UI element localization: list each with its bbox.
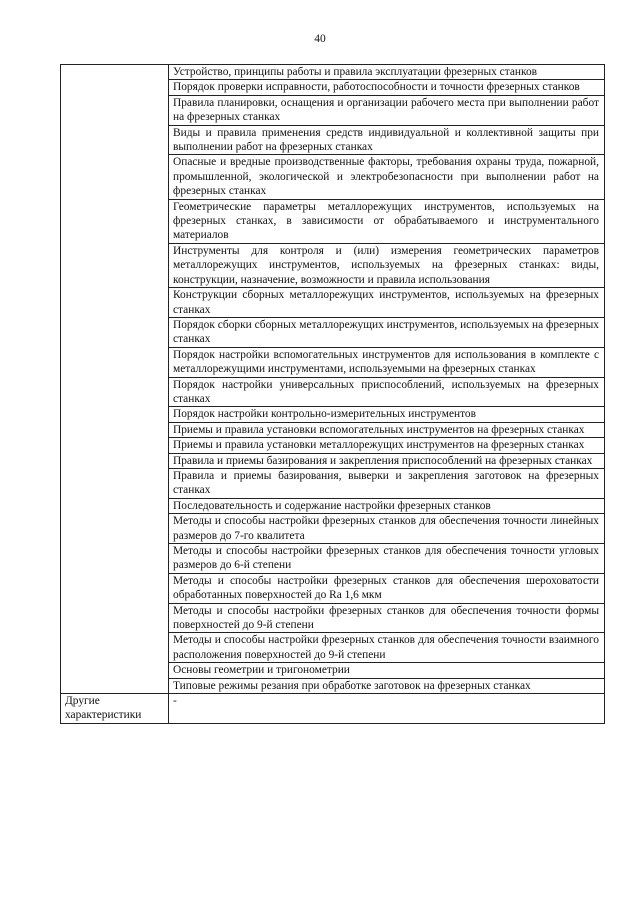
knowledge-item: Инструменты для контроля и (или) измерения геометрических параметров металлорежущих инструментов, используемых на фрезерных станках: виды, конструкции, назначение, возможности и правила использования <box>169 243 605 287</box>
knowledge-item: Правила и приемы базирования, выверки и закрепления заготовок на фрезерных станках <box>169 468 605 498</box>
knowledge-item: Методы и способы настройки фрезерных станков для обеспечения точности линейных размеров до 7-го квалитета <box>169 514 605 544</box>
table-row-other <box>61 694 605 724</box>
knowledge-item: Последовательность и содержание настройки фрезерных станков <box>169 498 605 513</box>
knowledge-item: Основы геометрии и тригонометрии <box>169 663 605 678</box>
table-row <box>61 65 605 80</box>
knowledge-label-cell <box>61 65 169 694</box>
knowledge-item: Порядок проверки исправности, работоспособности и точности фрезерных станков <box>169 80 605 95</box>
knowledge-item: Порядок настройки универсальных приспособлений, используемых на фрезерных станках <box>169 377 605 407</box>
knowledge-item: Приемы и правила установки металлорежущих инструментов на фрезерных станках <box>169 438 605 453</box>
knowledge-item: Порядок настройки вспомогательных инструментов для использования в комплекте с металлорежущими инструментами, используемыми на фрезерных станках <box>169 347 605 377</box>
requirements-table <box>60 64 605 724</box>
knowledge-item: Правила и приемы базирования и закрепления приспособлений на фрезерных станках <box>169 453 605 468</box>
knowledge-item: Конструкции сборных металлорежущих инструментов, используемых на фрезерных станках <box>169 288 605 318</box>
knowledge-item: Виды и правила применения средств индивидуальной и коллективной защиты при выполнении работ на фрезерных станках <box>169 125 605 155</box>
knowledge-item: Порядок сборки сборных металлорежущих инструментов, используемых на фрезерных станках <box>169 317 605 347</box>
knowledge-item: Методы и способы настройки фрезерных станков для обеспечения точности формы поверхностей до 9-й степени <box>169 603 605 633</box>
knowledge-item: Устройство, принципы работы и правила эксплуатации фрезерных станков <box>169 65 605 80</box>
knowledge-item: Типовые режимы резания при обработке заготовок на фрезерных станках <box>169 678 605 693</box>
knowledge-item: Методы и способы настройки фрезерных станков для обеспечения точности угловых размеров до 6-й степени <box>169 544 605 574</box>
knowledge-item: Геометрические параметры металлорежущих инструментов, используемых на фрезерных станках, в зависимости от обрабатываемого и инструментального материалов <box>169 199 605 243</box>
knowledge-item: Правила планировки, оснащения и организации рабочего места при выполнении работ на фрезерных станках <box>169 95 605 125</box>
page-number: 40 <box>314 33 326 45</box>
knowledge-item: Опасные и вредные производственные факторы, требования охраны труда, пожарной, промышленной, экологической и электробезопасности при выполнении работ на фрезерных станках <box>169 155 605 199</box>
knowledge-item: Приемы и правила установки вспомогательных инструментов на фрезерных станках <box>169 422 605 437</box>
other-characteristics-label: Другие характеристики <box>61 694 169 724</box>
knowledge-item: Методы и способы настройки фрезерных станков для обеспечения шероховатости обработанных поверхностей до Ra 1,6 мкм <box>169 573 605 603</box>
knowledge-item: Методы и способы настройки фрезерных станков для обеспечения точности взаимного расположения поверхностей до 9-й степени <box>169 633 605 663</box>
knowledge-item: Порядок настройки контрольно-измерительных инструментов <box>169 407 605 422</box>
other-characteristics-value: - <box>169 694 605 724</box>
